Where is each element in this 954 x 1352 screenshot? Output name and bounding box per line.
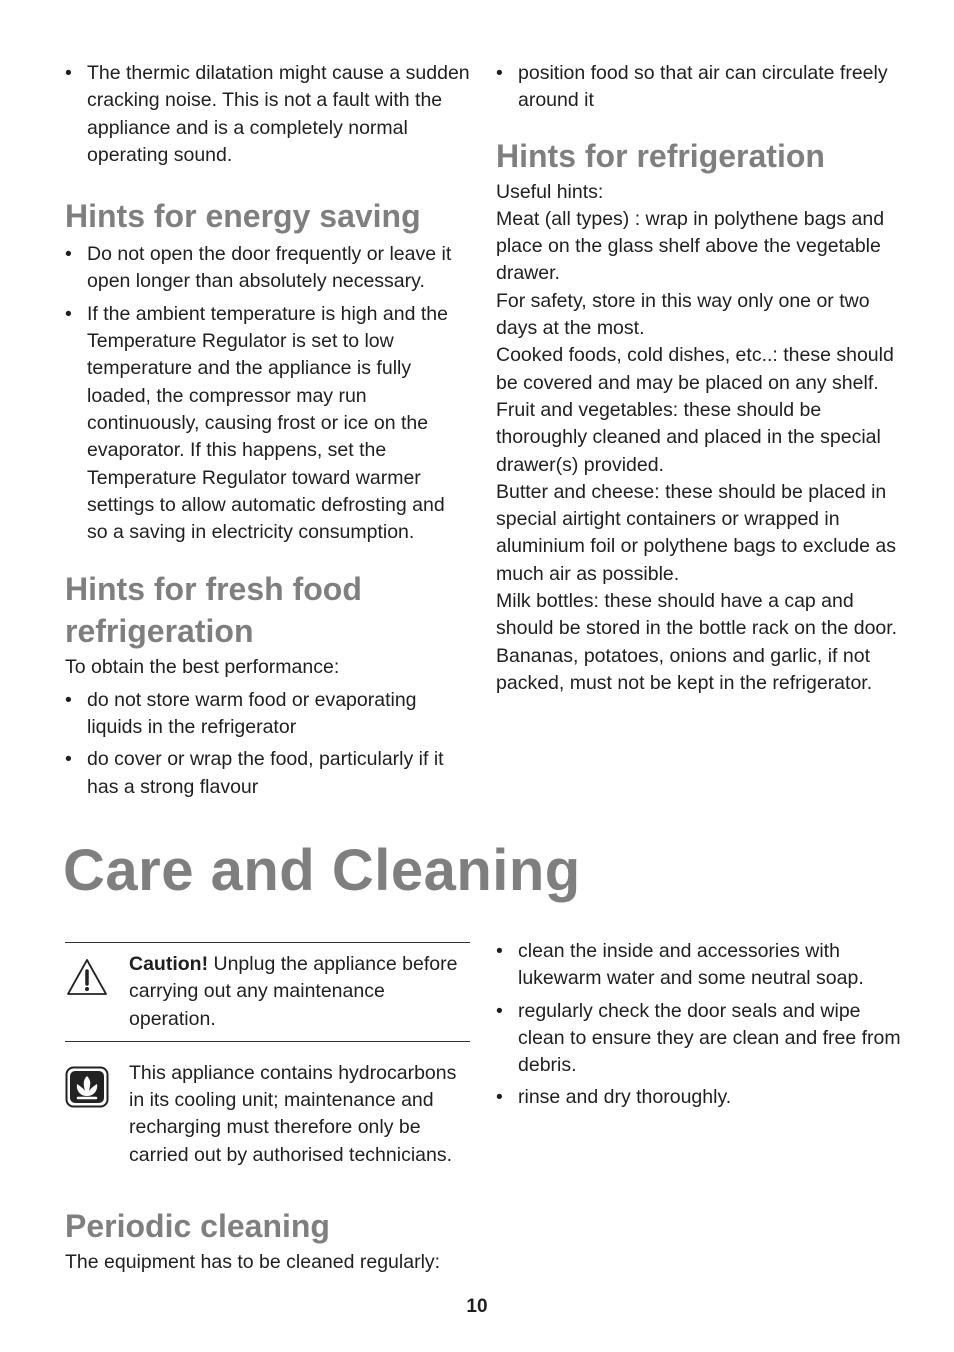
list-item: • Do not open the door frequently or leave it open longer than absolutely necessary. [65, 241, 470, 296]
environment-notice [65, 1041, 470, 1177]
list-item: • clean the inside and accessories with lukewarm water and some neutral soap. [496, 938, 906, 993]
fresh-food-intro: To obtain the best performance: [65, 656, 340, 679]
hint-paragraph: Useful hints: [496, 180, 604, 203]
periodic-cleaning-heading: Periodic cleaning [65, 1208, 330, 1245]
intro-bullets-left [65, 60, 470, 169]
fresh-food-bullets [65, 687, 470, 801]
list-item: • If the ambient temperature is high and the Temperature Regulator is set to low temperature and the appliance is fully loaded, the compressor may run continuously, causing frost or ice on the evaporator. If this happens, set the Temperature Regulator toward warmer settings to allow automatic defrosting and so a saving in electricity consumption. [65, 301, 470, 547]
hint-paragraph: Milk bottles: these should have a cap and should be stored in the bottle rack on the door. [496, 590, 898, 640]
hint-paragraph: Butter and cheese: these should be placed in special airtight containers or wrapped in aluminium foil or polythene bags to exclude as much air as possible. [496, 480, 896, 585]
warning-triangle-icon [65, 951, 129, 1002]
right-column-top [496, 60, 906, 697]
energy-saving-heading: Hints for energy saving [65, 198, 421, 235]
list-item: • regularly check the door seals and wipe clean to ensure they are clean and free from debris. [496, 998, 906, 1080]
cleaning-bullets [496, 938, 906, 1112]
right-column-bottom [496, 938, 906, 1117]
intro-bullets-right [496, 60, 906, 115]
fresh-food-heading: Hints for fresh food refrigeration [65, 571, 362, 650]
hint-paragraph: Cooked foods, cold dishes, etc..: these should be covered and may be placed on any shelf. [496, 344, 894, 394]
periodic-cleaning-intro: The equipment has to be cleaned regularly: [65, 1251, 441, 1274]
environment-flower-icon [65, 1060, 129, 1113]
list-item: • rinse and dry thoroughly. [496, 1084, 906, 1111]
caution-notice [65, 942, 470, 1041]
hint-paragraph: Bananas, potatoes, onions and garlic, if not packed, must not be kept in the refrigerator. [496, 644, 873, 694]
refrigeration-heading: Hints for refrigeration [496, 137, 825, 174]
list-item: • The thermic dilatation might cause a sudden cracking noise. This is not a fault with the appliance and is a completely normal operating sound. [65, 60, 470, 169]
caution-message: Unplug the appliance before carrying out any maintenance operation. [129, 953, 458, 1030]
list-item: • do cover or wrap the food, particularly if it has a strong flavour [65, 746, 470, 801]
hint-paragraph: Meat (all types) : wrap in polythene bags and place on the glass shelf above the vegetable drawer. [496, 207, 885, 285]
hint-paragraph: Fruit and vegetables: these should be thoroughly cleaned and placed in the special drawer(s) provided. [496, 398, 881, 476]
left-column-top [65, 60, 470, 806]
list-item: • position food so that air can circulate freely around it [496, 60, 906, 115]
caution-text [129, 951, 470, 1033]
hint-paragraph: For safety, store in this way only one or two days at the most. [496, 289, 870, 340]
list-item: • do not store warm food or evaporating liquids in the refrigerator [65, 687, 470, 742]
care-cleaning-title: Care and Cleaning [63, 838, 581, 903]
energy-bullets [65, 241, 470, 546]
refrigeration-hints [496, 179, 906, 698]
page-number: 10 [466, 1296, 488, 1317]
environment-text: This appliance contains hydrocarbons in its cooling unit; maintenance and recharging must therefore only be carried out by authorised technicians. [129, 1061, 457, 1166]
left-column-bottom [65, 942, 470, 1276]
caution-label: Caution! [129, 953, 209, 975]
